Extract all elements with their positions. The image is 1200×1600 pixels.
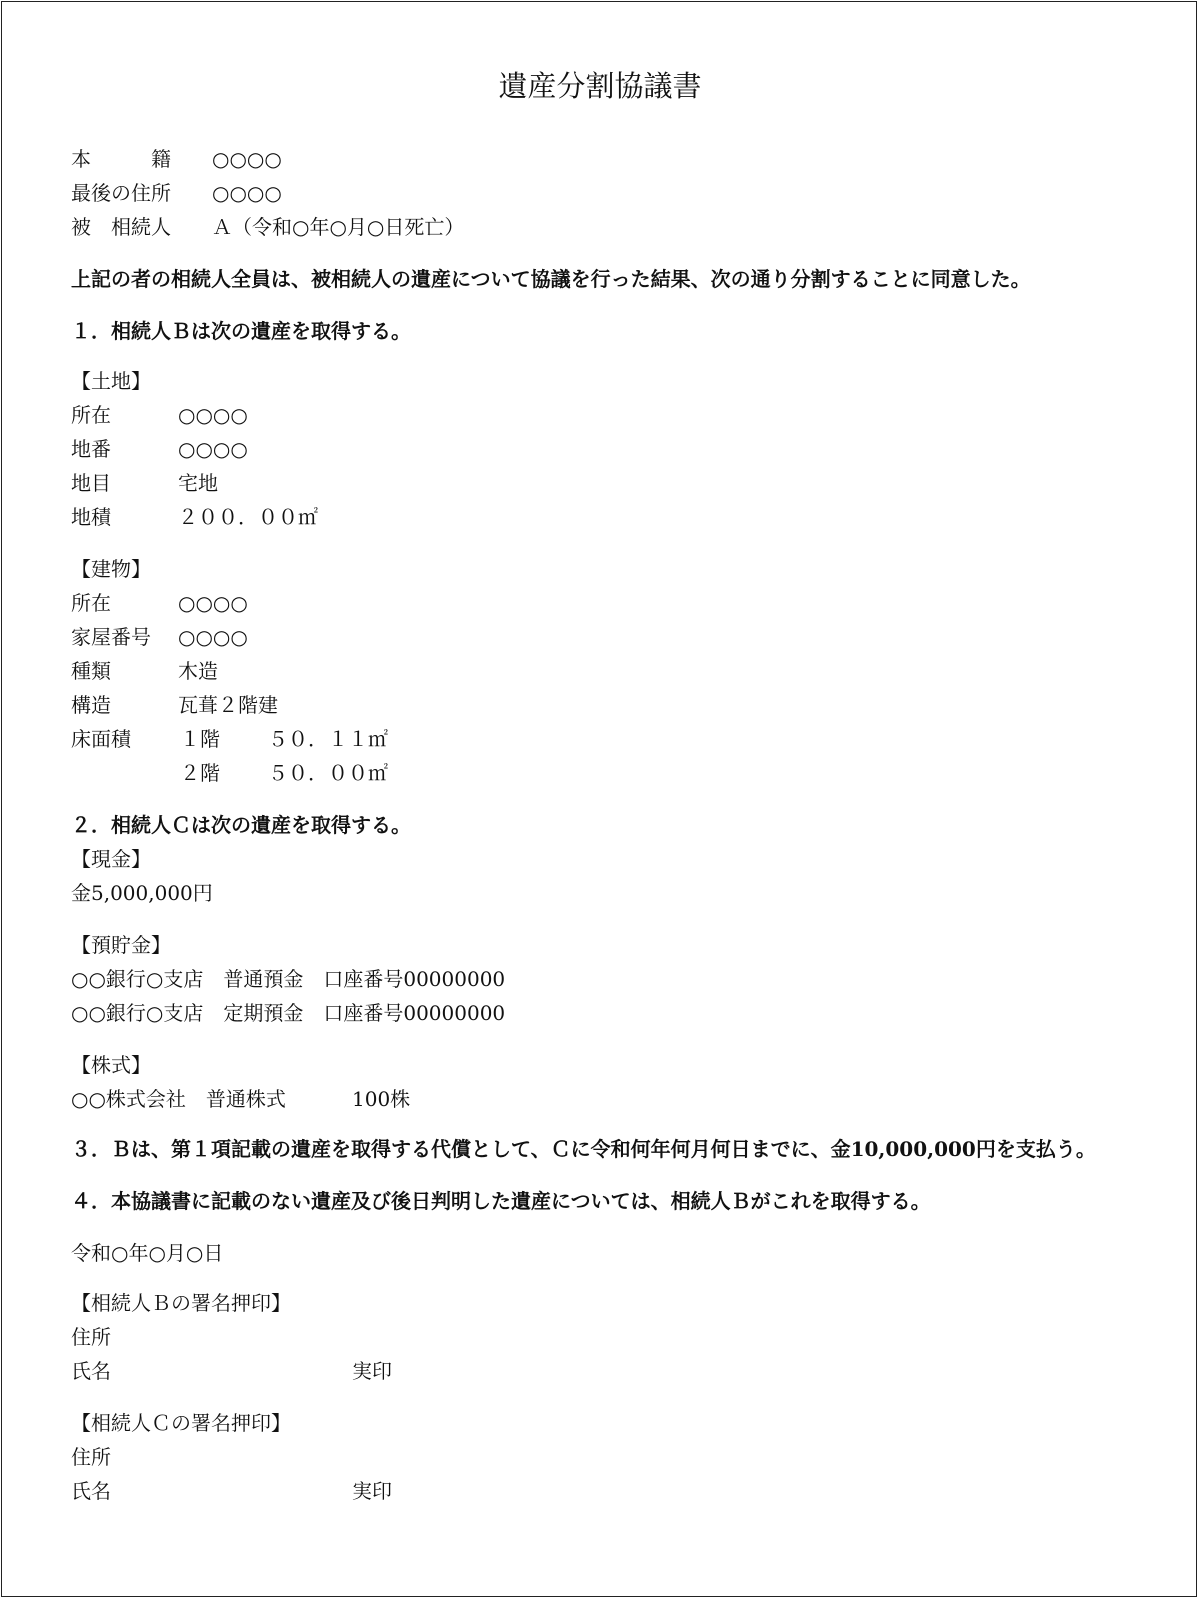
last-address-value: ○○○○ bbox=[212, 181, 282, 205]
deposit-ordinary: ○○銀行○支店 普通預金 口座番号00000000 bbox=[71, 967, 506, 991]
cash-header: 【現金】 bbox=[71, 847, 151, 871]
item2-heading: ２．相続人Ｃは次の遺産を取得する。 bbox=[71, 813, 411, 837]
building-type-value: 木造 bbox=[178, 659, 218, 683]
floor2-area: ５０．００㎡ bbox=[268, 761, 388, 785]
land-location-label: 所在 bbox=[71, 403, 111, 427]
document-page bbox=[1, 1, 1197, 1597]
document-title: 遺産分割協議書 bbox=[498, 69, 702, 103]
building-structure-value: 瓦葺２階建 bbox=[178, 693, 278, 717]
decedent-value: Ａ（令和○年○月○日死亡） bbox=[212, 215, 465, 239]
floor1-label: １階 bbox=[180, 727, 220, 751]
building-number-value: ○○○○ bbox=[178, 625, 248, 649]
signature-b-address-label: 住所 bbox=[71, 1325, 111, 1349]
item3-text: ３．Ｂは、第１項記載の遺産を取得する代償として、Ｃに令和何年何月何日までに、金10,000,000円を支払う。 bbox=[71, 1137, 1096, 1161]
land-area-label: 地積 bbox=[71, 505, 111, 529]
honseki-label: 本 籍 bbox=[71, 147, 171, 171]
intro-text: 上記の者の相続人全員は、被相続人の遺産について協議を行った結果、次の通り分割することに同意した。 bbox=[71, 267, 1031, 291]
building-location-label: 所在 bbox=[71, 591, 111, 615]
deposits-header: 【預貯金】 bbox=[71, 933, 171, 957]
floor-area-label: 床面積 bbox=[71, 727, 131, 751]
stocks-header: 【株式】 bbox=[71, 1053, 151, 1077]
building-type-label: 種類 bbox=[71, 659, 111, 683]
honseki-value: ○○○○ bbox=[212, 147, 282, 171]
cash-value: 金5,000,000円 bbox=[71, 881, 213, 905]
land-location-value: ○○○○ bbox=[178, 403, 248, 427]
land-header: 【土地】 bbox=[71, 369, 151, 393]
floor1-area: ５０．１１㎡ bbox=[268, 727, 388, 751]
last-address-label: 最後の住所 bbox=[71, 181, 171, 205]
signature-c-name-label: 氏名 bbox=[71, 1479, 111, 1503]
floor2-label: ２階 bbox=[180, 761, 220, 785]
land-lot-value: ○○○○ bbox=[178, 437, 248, 461]
land-lot-label: 地番 bbox=[71, 437, 111, 461]
building-header: 【建物】 bbox=[71, 557, 151, 581]
signature-b-header: 【相続人Ｂの署名押印】 bbox=[71, 1291, 291, 1315]
signature-c-address-label: 住所 bbox=[71, 1445, 111, 1469]
building-number-label: 家屋番号 bbox=[71, 625, 151, 649]
deposit-fixed: ○○銀行○支店 定期預金 口座番号00000000 bbox=[71, 1001, 506, 1025]
item1-heading: １．相続人Ｂは次の遺産を取得する。 bbox=[71, 319, 411, 343]
land-area-value: ２００．００㎡ bbox=[178, 505, 318, 529]
agreement-date: 令和○年○月○日 bbox=[71, 1241, 224, 1265]
building-location-value: ○○○○ bbox=[178, 591, 248, 615]
stock-company: ○○株式会社 普通株式 bbox=[71, 1087, 286, 1111]
land-category-label: 地目 bbox=[71, 471, 111, 495]
building-structure-label: 構造 bbox=[71, 693, 111, 717]
stock-amount: 100株 bbox=[352, 1087, 411, 1111]
land-category-value: 宅地 bbox=[178, 471, 218, 495]
signature-b-seal: 実印 bbox=[352, 1359, 392, 1383]
signature-c-seal: 実印 bbox=[352, 1479, 392, 1503]
item4-text: ４．本協議書に記載のない遺産及び後日判明した遺産については、相続人Ｂがこれを取得する。 bbox=[71, 1189, 931, 1213]
signature-c-header: 【相続人Ｃの署名押印】 bbox=[71, 1411, 291, 1435]
decedent-label: 被 相続人 bbox=[71, 215, 171, 239]
signature-b-name-label: 氏名 bbox=[71, 1359, 111, 1383]
